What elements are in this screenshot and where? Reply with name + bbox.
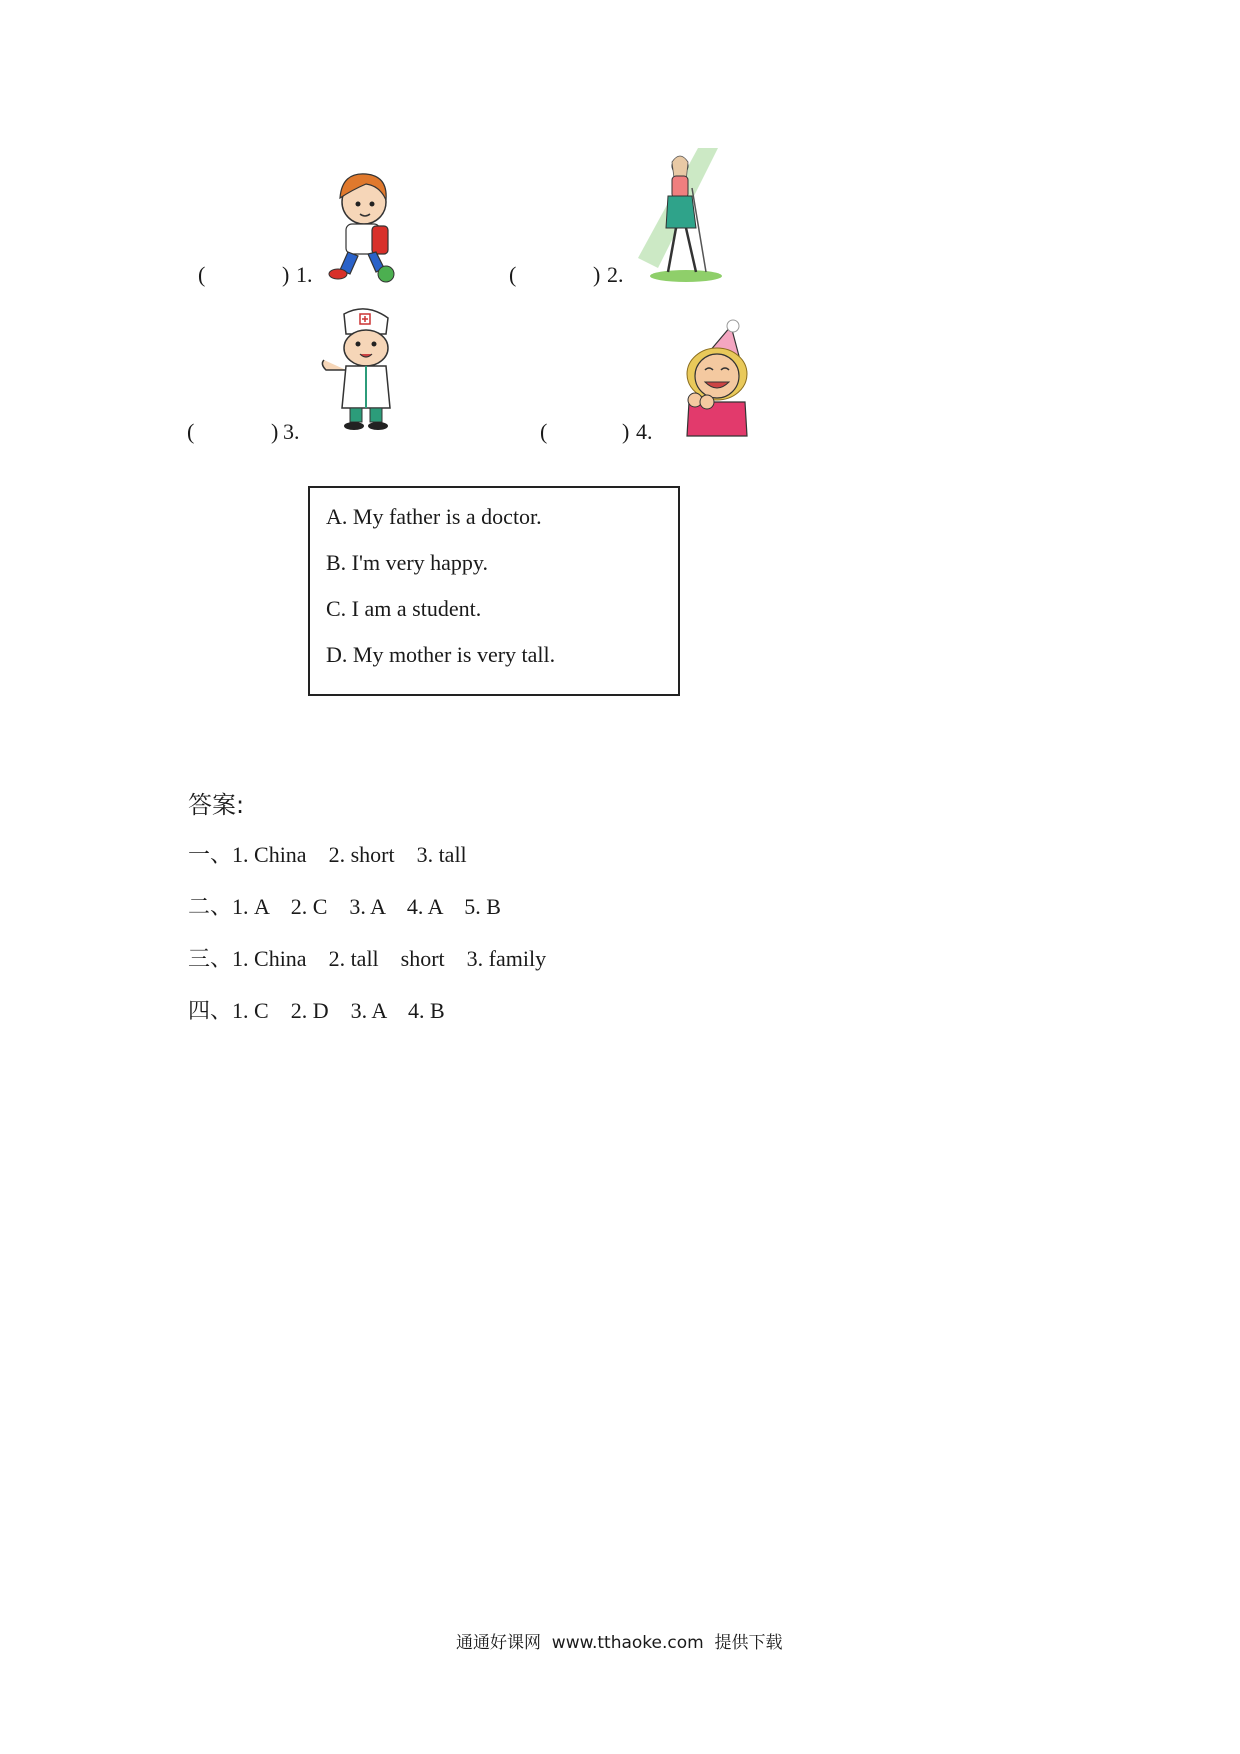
choice-a: A. My father is a doctor. xyxy=(326,504,542,529)
q1-number: 1. xyxy=(296,262,313,287)
answer-line-number: 三、 xyxy=(188,947,233,972)
answer-line-number: 一、 xyxy=(188,843,233,868)
answer-line-text: 1. C 2. D 3. A 4. B xyxy=(232,998,445,1023)
answer-line-4 xyxy=(188,994,445,1025)
answer-line-text: 1. China 2. short 3. tall xyxy=(232,842,467,867)
q2-number: 2. xyxy=(607,262,624,287)
answer-line-number: 四、 xyxy=(188,999,233,1024)
answer-line-1 xyxy=(188,838,467,869)
choice-b: B. I'm very happy. xyxy=(326,550,489,575)
answer-line-3 xyxy=(188,942,546,973)
q4-left-paren: ( xyxy=(540,419,548,444)
answer-line-2 xyxy=(188,890,501,921)
q1-left-paren: ( xyxy=(198,262,206,287)
tall-woman-picture xyxy=(638,148,728,284)
q3-left-paren: ( xyxy=(187,419,195,444)
answer-line-text: 1. A 2. C 3. A 4. A 5. B xyxy=(232,894,501,919)
q1-right-paren: ) xyxy=(282,262,290,287)
q3-right-paren: ) xyxy=(271,419,279,444)
happy-girl-picture xyxy=(665,318,753,438)
answers-title: 答案: xyxy=(188,791,245,819)
q4-right-paren: ) xyxy=(622,419,630,444)
q3-number: 3. xyxy=(283,419,300,444)
doctor-picture xyxy=(318,308,404,434)
q4-number: 4. xyxy=(636,419,653,444)
choice-c: C. I am a student. xyxy=(326,596,482,621)
q2-left-paren: ( xyxy=(509,262,517,287)
q2-right-paren: ) xyxy=(593,262,601,287)
answer-line-number: 二、 xyxy=(188,895,233,920)
choices-box xyxy=(308,486,680,696)
boy-student-picture xyxy=(322,170,397,285)
footer-text: 通通好课网 www.tthaoke.com 提供下载 xyxy=(456,1633,783,1653)
answer-line-text: 1. China 2. tall short 3. family xyxy=(232,946,547,971)
choice-d: D. My mother is very tall. xyxy=(326,642,556,667)
